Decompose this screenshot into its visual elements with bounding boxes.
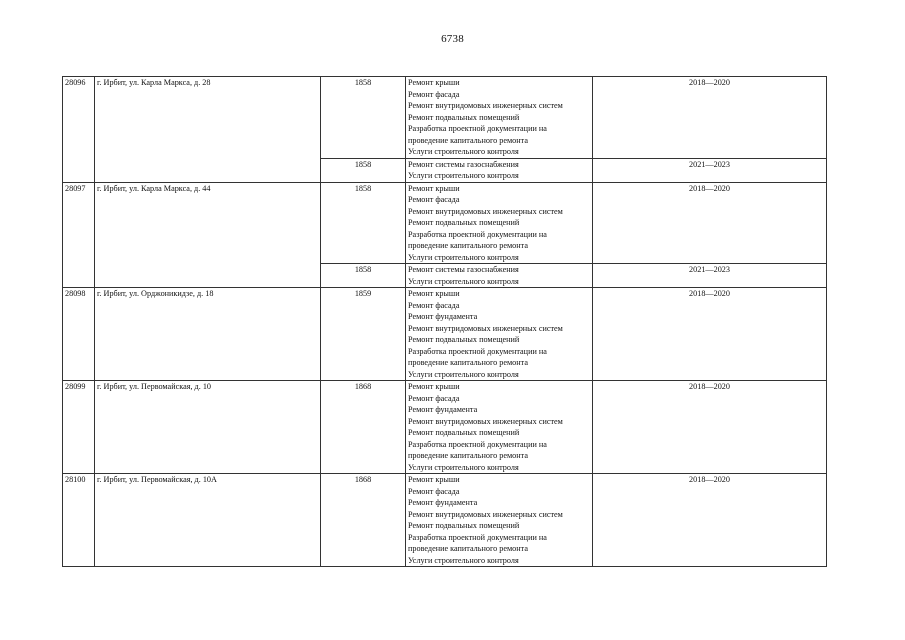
record-number-cell: 28097 bbox=[63, 182, 95, 288]
work-item: Услуги строительного контроля bbox=[408, 171, 519, 180]
table-row bbox=[63, 381, 827, 474]
work-item: Ремонт крыши bbox=[408, 382, 460, 391]
table-row bbox=[63, 182, 827, 264]
record-number-cell: 28096 bbox=[63, 77, 95, 183]
address-cell: г. Ирбит, ул. Орджоникидзе, д. 18 bbox=[95, 288, 321, 381]
work-item: Услуги строительного контроля bbox=[408, 462, 519, 472]
work-item: проведение капитального ремонта bbox=[408, 358, 528, 367]
work-item: Ремонт внутридомовых инженерных систем bbox=[408, 416, 563, 426]
works-cell bbox=[406, 474, 593, 567]
period-cell: 2018—2020 bbox=[593, 381, 827, 474]
period-cell: 2018—2020 bbox=[593, 288, 827, 381]
address-cell: г. Ирбит, ул. Первомайская, д. 10 bbox=[95, 381, 321, 474]
works-cell bbox=[406, 381, 593, 474]
work-item: Ремонт крыши bbox=[408, 475, 460, 484]
work-item: Разработка проектной документации на bbox=[408, 229, 547, 239]
construction-year-cell: 1859 bbox=[321, 288, 406, 381]
table-row bbox=[63, 288, 827, 381]
work-item: Ремонт подвальных помещений bbox=[408, 335, 520, 344]
work-item: Ремонт крыши bbox=[408, 183, 460, 193]
work-item: проведение капитального ремонта bbox=[408, 241, 528, 250]
works-cell bbox=[406, 182, 593, 264]
works-cell bbox=[406, 264, 593, 288]
work-item: Разработка проектной документации на bbox=[408, 439, 547, 449]
address-cell: г. Ирбит, ул. Карла Маркса, д. 44 bbox=[95, 182, 321, 288]
page-number: 6738 bbox=[441, 33, 464, 45]
work-item: Ремонт внутридомовых инженерных систем bbox=[408, 323, 563, 333]
works-cell bbox=[406, 77, 593, 159]
table-row bbox=[63, 474, 827, 567]
construction-year-cell: 1868 bbox=[321, 381, 406, 474]
work-item: Ремонт внутридомовых инженерных систем bbox=[408, 509, 563, 519]
construction-year-cell: 1858 bbox=[321, 158, 406, 182]
period-cell: 2018—2020 bbox=[593, 474, 827, 567]
address-cell: г. Ирбит, ул. Карла Маркса, д. 28 bbox=[95, 77, 321, 183]
work-item: Ремонт фасада bbox=[408, 393, 460, 403]
work-item: Ремонт подвальных помещений bbox=[408, 521, 520, 530]
work-item: Ремонт системы газоснабжения bbox=[408, 265, 519, 274]
address-cell: г. Ирбит, ул. Первомайская, д. 10А bbox=[95, 474, 321, 567]
period-cell: 2018—2020 bbox=[593, 182, 827, 264]
work-item: Услуги строительного контроля bbox=[408, 555, 519, 565]
work-item: Ремонт системы газоснабжения bbox=[408, 159, 519, 169]
work-item: Услуги строительного контроля bbox=[408, 252, 519, 262]
work-item: Ремонт внутридомовых инженерных систем bbox=[408, 101, 563, 110]
work-item: Услуги строительного контроля bbox=[408, 369, 519, 379]
record-number-cell: 28100 bbox=[63, 474, 95, 567]
record-number-cell: 28098 bbox=[63, 288, 95, 381]
construction-year-cell: 1858 bbox=[321, 77, 406, 159]
work-item: Ремонт подвальных помещений bbox=[408, 428, 520, 437]
table-body bbox=[63, 77, 827, 567]
work-item: Ремонт фундамента bbox=[408, 312, 478, 321]
period-cell: 2021—2023 bbox=[593, 158, 827, 182]
work-item: проведение капитального ремонта bbox=[408, 544, 528, 553]
work-item: Ремонт фасада bbox=[408, 195, 460, 204]
works-cell bbox=[406, 158, 593, 182]
works-cell bbox=[406, 288, 593, 381]
work-item: Ремонт фасада bbox=[408, 89, 460, 99]
work-item: Ремонт фасада bbox=[408, 486, 460, 496]
work-item: проведение капитального ремонта bbox=[408, 135, 528, 145]
work-item: Ремонт фундамента bbox=[408, 405, 478, 414]
period-cell: 2018—2020 bbox=[593, 77, 827, 159]
capital-repair-table bbox=[62, 76, 827, 567]
work-item: Ремонт фасада bbox=[408, 300, 460, 310]
work-item: Разработка проектной документации на bbox=[408, 346, 547, 356]
work-item: проведение капитального ремонта bbox=[408, 451, 528, 460]
table-row bbox=[63, 77, 827, 159]
work-item: Ремонт фундамента bbox=[408, 498, 478, 507]
work-item: Разработка проектной документации на bbox=[408, 124, 547, 133]
work-item: Ремонт подвальных помещений bbox=[408, 218, 520, 227]
period-cell: 2021—2023 bbox=[593, 264, 827, 288]
work-item: Услуги строительного контроля bbox=[408, 276, 519, 286]
work-item: Ремонт внутридомовых инженерных систем bbox=[408, 206, 563, 216]
construction-year-cell: 1858 bbox=[321, 182, 406, 264]
construction-year-cell: 1868 bbox=[321, 474, 406, 567]
work-item: Ремонт крыши bbox=[408, 289, 460, 298]
construction-year-cell: 1858 bbox=[321, 264, 406, 288]
work-item: Ремонт подвальных помещений bbox=[408, 112, 520, 122]
work-item: Разработка проектной документации на bbox=[408, 532, 547, 542]
record-number-cell: 28099 bbox=[63, 381, 95, 474]
work-item: Услуги строительного контроля bbox=[408, 147, 519, 156]
work-item: Ремонт крыши bbox=[408, 78, 460, 87]
